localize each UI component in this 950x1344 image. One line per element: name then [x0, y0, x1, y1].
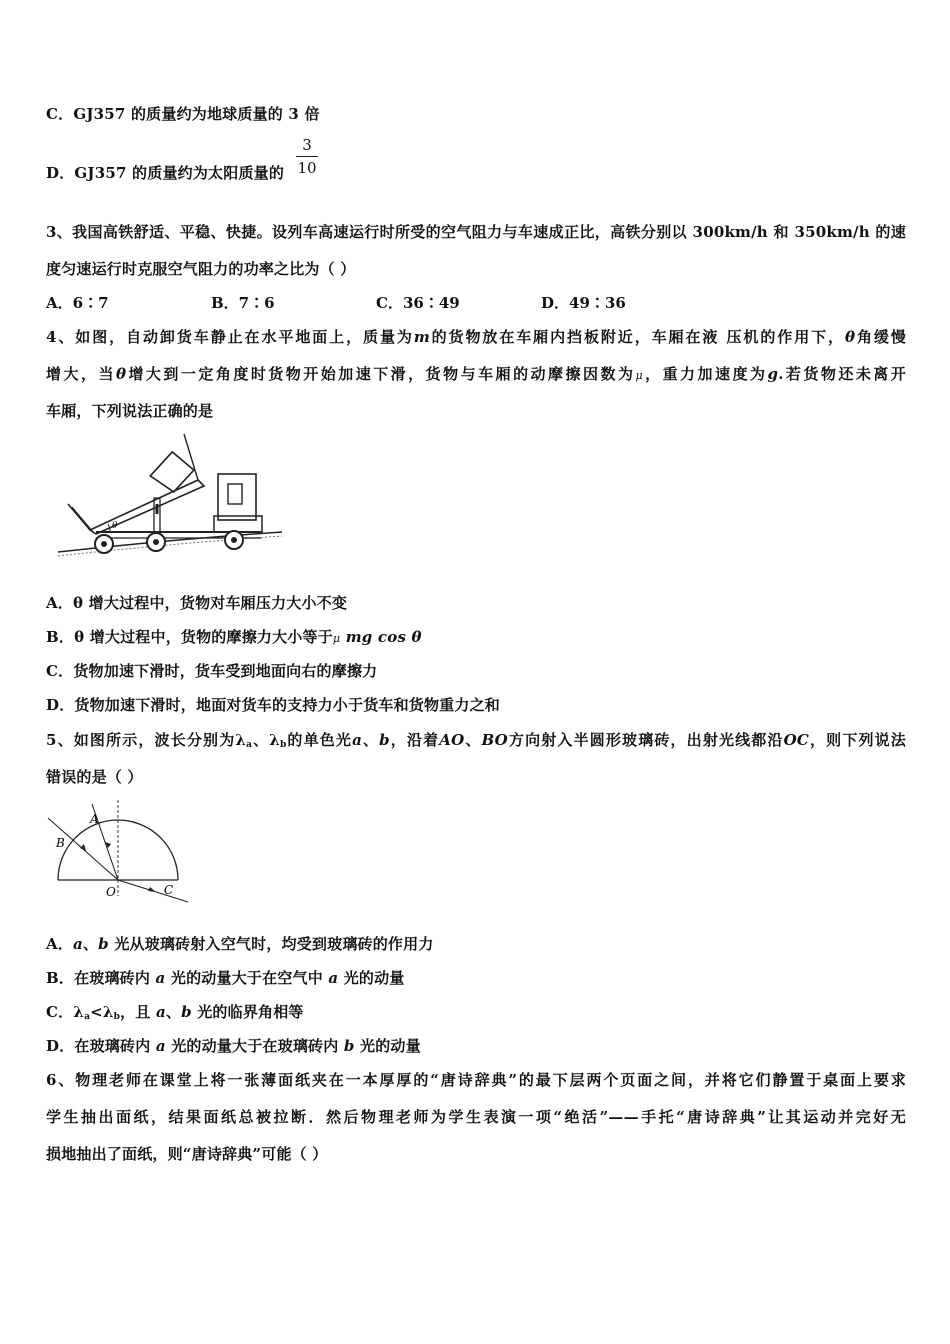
- q4-option-b: B．θ 增大过程中，货物的摩擦力大小等于μ mg cos θ: [46, 628, 422, 646]
- q3-option-d: D．49∶36: [541, 294, 626, 312]
- q4-stem-line2: 增大，当θ增大到一定角度时货物开始加速下滑，货物与车厢的动摩擦因数为μ，重力加速度为g.若货物还未离开: [46, 365, 906, 383]
- figure-label-o: O: [106, 885, 116, 899]
- fraction-bar: [296, 156, 318, 157]
- q3-stem-line1: 3、我国高铁舒适、平稳、快捷。设列车高速运行时所受的空气阻力与车速成正比，高铁分别以 300km/h 和 350km/h 的速: [46, 223, 906, 241]
- q4-stem-line3: 车厢，下列说法正确的是: [46, 402, 214, 420]
- q3-option-b: B．7∶6: [211, 294, 275, 312]
- q4-option-d: D．货物加速下滑时，地面对货车的支持力小于货车和货物重力之和: [46, 696, 501, 714]
- q5-stem-line1: 5、如图所示，波长分别为$\lambda_a$、$\lambda_b$的单色光a、b，沿着AO、BO方向射入半圆形玻璃砖，出射光线都沿OC，则下列说法: [46, 731, 907, 750]
- q3-option-a: A．6∶7: [46, 294, 109, 312]
- q4-stem-line1: 4、如图，自动卸货车静止在水平地面上，质量为m的货物放在车厢内挡板附近，车厢在液 压机的作用下，θ角缓慢: [46, 328, 906, 346]
- q5-option-a: A．a、b 光从玻璃砖射入空气时，均受到玻璃砖的作用力: [46, 935, 434, 953]
- q6-stem-line3: 损地抽出了面纸，则“唐诗辞典”可能（ ）: [46, 1145, 328, 1163]
- q4-option-c: C．货物加速下滑时，货车受到地面向右的摩擦力: [46, 662, 378, 680]
- q2-option-d: D．GJ357 的质量约为太阳质量的: [46, 164, 285, 182]
- fraction-denominator: 10: [297, 159, 317, 177]
- q4-option-a: A．θ 增大过程中，货物对车厢压力大小不变: [46, 594, 348, 612]
- figure-label-a: A: [90, 812, 99, 826]
- q5-option-b: B．在玻璃砖内 a 光的动量大于在空气中 a 光的动量: [46, 969, 405, 987]
- figure-label-c: C: [164, 883, 174, 897]
- q6-stem-line2: 学生抽出面纸，结果面纸总被拉断．然后物理老师为学生表演一项“绝活”——手托“唐诗辞典”让其运动并完好无: [46, 1108, 906, 1126]
- q5-option-d: D．在玻璃砖内 a 光的动量大于在玻璃砖内 b 光的动量: [46, 1037, 421, 1055]
- q2-option-d-fraction: [296, 136, 318, 177]
- dump-truck-figure: [56, 428, 284, 568]
- figure-theta-label: θ: [112, 521, 118, 531]
- q2-option-c: C．GJ357 的质量约为地球质量的 3 倍: [46, 105, 320, 123]
- q6-stem-line1: 6、物理老师在课堂上将一张薄面纸夹在一本厚厚的“唐诗辞典”的最下层两个页面之间，并将它们静置于桌面上要求: [46, 1071, 906, 1089]
- q5-option-c: C．$\lambda_a<\lambda_b$，且 a、b 光的临界角相等: [46, 1003, 304, 1022]
- fraction-numerator: 3: [302, 136, 312, 154]
- q5-stem-line2: 错误的是（ ）: [46, 768, 143, 786]
- semicircle-glass-figure: [44, 796, 194, 908]
- q3-stem-line2: 度匀速运行时克服空气阻力的功率之比为（ ）: [46, 260, 356, 278]
- q3-option-c: C．36∶49: [376, 294, 460, 312]
- figure-label-b: B: [56, 836, 65, 850]
